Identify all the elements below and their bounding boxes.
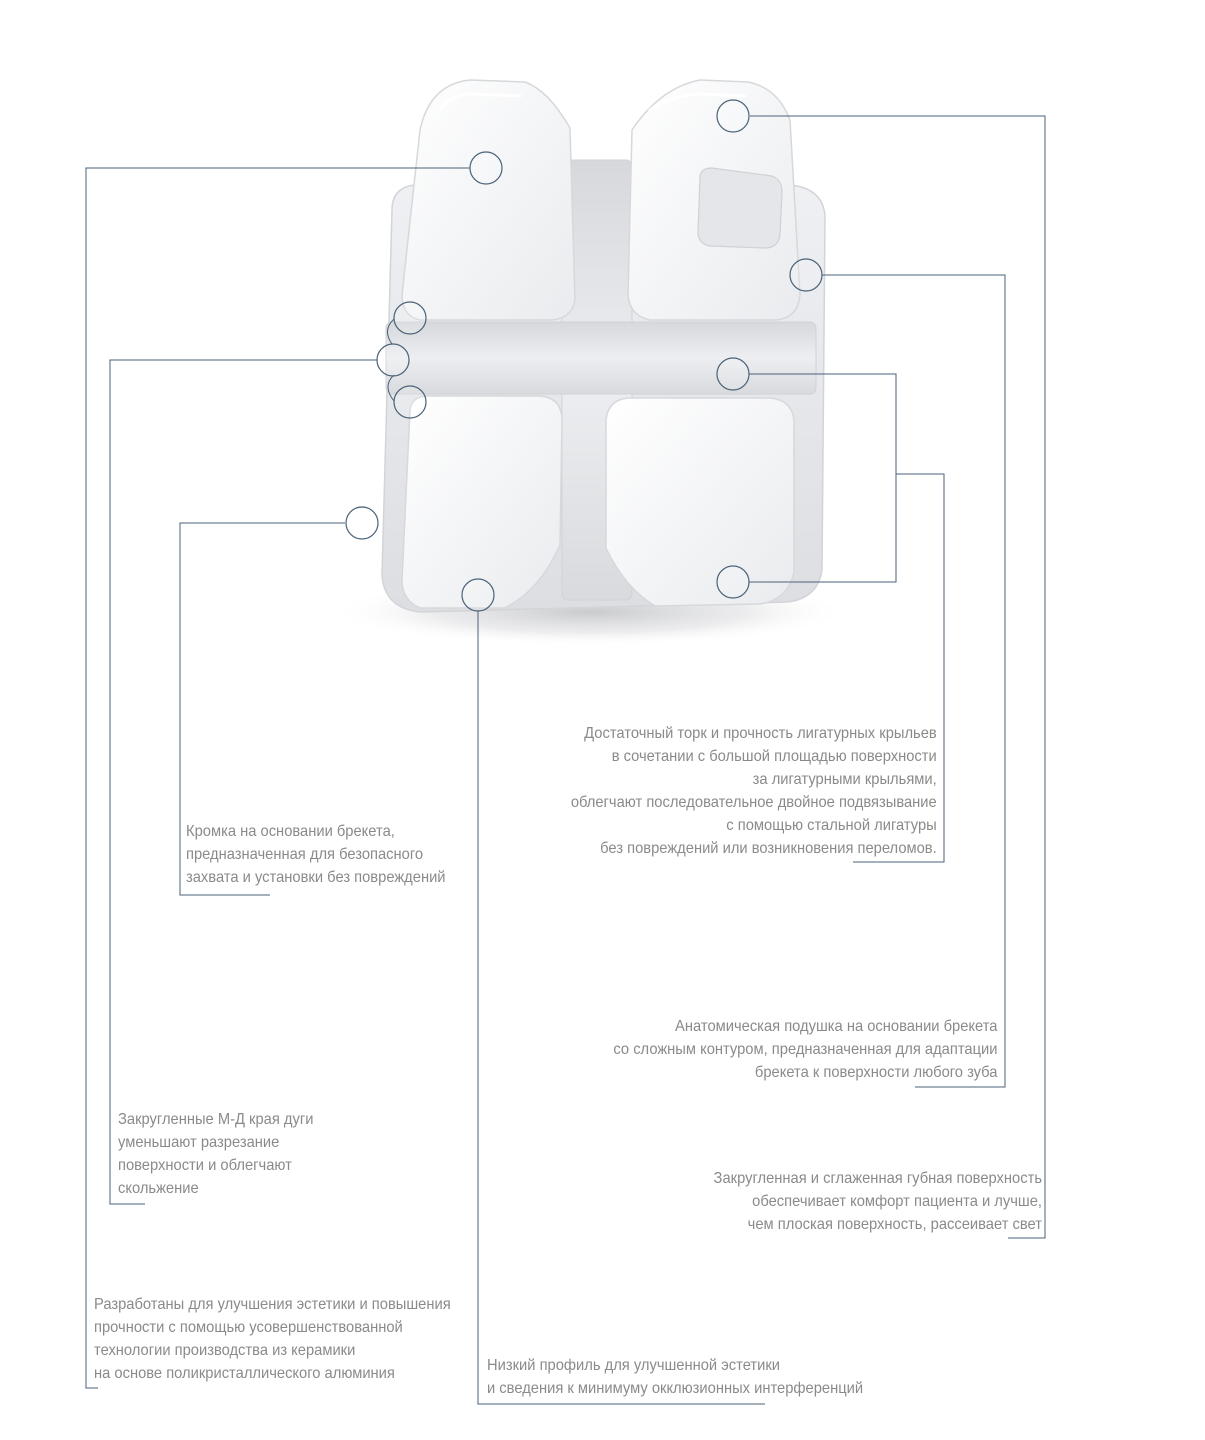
- annotation-line: захвата и установки без повреждений: [186, 869, 446, 886]
- annotation-line: Закругленная и сглаженная губная поверхность: [713, 1170, 1042, 1187]
- annotation-line: Достаточный торк и прочность лигатурных крыльев: [584, 725, 937, 742]
- annotation-line: облегчают последовательное двойное подвязывание: [571, 794, 937, 811]
- annotation-line: Низкий профиль для улучшенной эстетики: [487, 1357, 781, 1374]
- annotation-ceramic: [94, 1293, 451, 1385]
- annotation-line: скольжение: [118, 1180, 199, 1197]
- annotation-line: обеспечивает комфорт пациента и лучше,: [752, 1193, 1042, 1210]
- annotation-line: технологии производства из керамики: [94, 1342, 356, 1359]
- annotation-line: со сложным контуром, предназначенная для адаптации: [612, 1041, 997, 1058]
- annotation-base-rim: [186, 820, 446, 889]
- annotation-line: уменьшают разрезание: [118, 1134, 280, 1151]
- tie-wing-top-left: [402, 80, 575, 320]
- annotation-labial-surface: [714, 1167, 1042, 1236]
- annotation-line: брекета к поверхности любого зуба: [754, 1064, 997, 1081]
- callout-circle-edge-bottom: [394, 386, 426, 418]
- annotation-line: с помощью стальной лигатуры: [726, 817, 937, 834]
- callout-circle-tie-wing-lower: [717, 566, 749, 598]
- callout-circle-labial-surface: [717, 100, 749, 132]
- annotation-line: Кромка на основании брекета,: [186, 823, 395, 840]
- annotation-line: поверхности и облегчают: [118, 1157, 292, 1174]
- annotation-base-pad: [613, 1015, 997, 1084]
- callout-circle-tie-wing-upper: [717, 358, 749, 390]
- annotation-line: Закругленные М-Д края дуги: [118, 1111, 314, 1128]
- hook-slot: [698, 168, 782, 248]
- leader-line-base-pad: [822, 275, 1005, 1087]
- annotation-line: и сведения к минимуму окклюзионных интерференций: [487, 1380, 864, 1397]
- callout-circle-edge-middle: [377, 344, 409, 376]
- leader-line-rounded-edges: [110, 360, 377, 1204]
- tie-wing-bottom-right: [606, 398, 794, 606]
- annotation-line: Анатомическая подушка на основании брекета: [674, 1018, 997, 1035]
- annotation-line: прочности с помощью усовершенствованной: [94, 1319, 403, 1336]
- annotation-line: без повреждений или возникновения переломов.: [600, 840, 937, 857]
- annotation-line: на основе поликристаллического алюминия: [94, 1365, 395, 1382]
- annotation-line: предназначенная для безопасного: [186, 846, 424, 863]
- annotation-line: Разработаны для улучшения эстетики и повышения: [94, 1296, 451, 1313]
- horizontal-archwire-slot: [386, 322, 816, 394]
- tie-wing-bottom-left: [402, 396, 562, 608]
- annotation-line: чем плоская поверхность, рассеивает свет: [747, 1216, 1042, 1233]
- annotation-line: за лигатурными крыльями,: [752, 771, 937, 788]
- callout-circle-base-pad: [790, 259, 822, 291]
- callout-circle-edge-top: [394, 302, 426, 334]
- callout-circle-low-profile: [462, 579, 494, 611]
- callout-circle-base-rim: [346, 507, 378, 539]
- annotation-low-profile: [487, 1354, 863, 1400]
- annotation-tie-wings: [571, 722, 937, 860]
- annotation-line: в сочетании с большой площадью поверхности: [611, 748, 937, 765]
- callout-circle-ceramic: [470, 152, 502, 184]
- annotation-rounded-edges: [118, 1108, 313, 1200]
